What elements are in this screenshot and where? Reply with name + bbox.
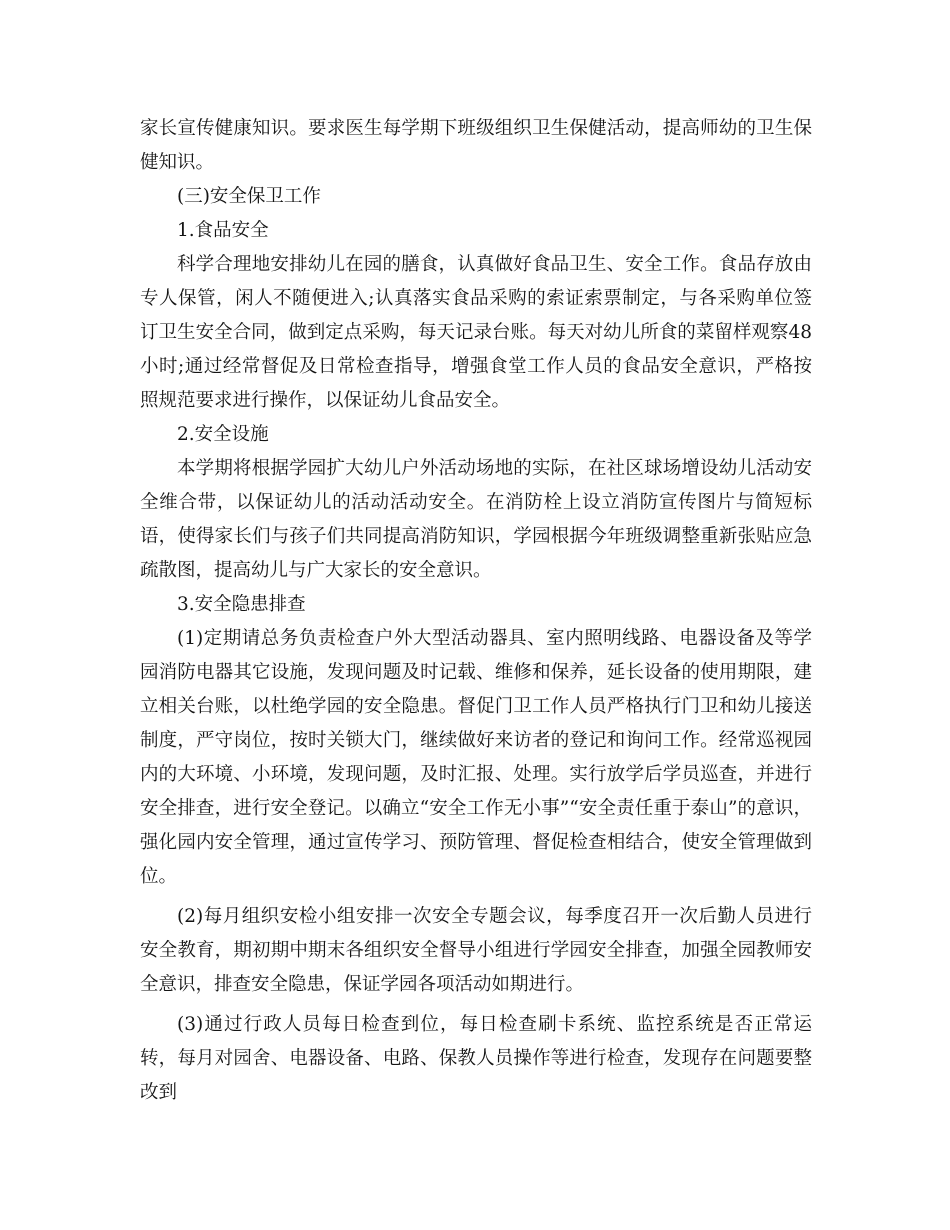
subsection-title-hazard-inspection: 3.安全隐患排查 [177,594,306,615]
paragraph-hazard-inspection-3: (3)通过行政人员每日检查到位，每日检查刷卡系统、监控系统是否正常运转，每月对园舍、电器设备、电路、保教人员操作等进行检查，发现存在问题要整改到 [140,1014,812,1103]
document-body [140,112,812,1110]
paragraph-safety-facilities: 本学期将根据学园扩大幼儿户外活动场地的实际，在社区球场增设幼儿活动安全维合带，以保证幼儿的活动活动安全。在消防栓上设立消防宣传图片与简短标语，使得家长们与孩子们共同提高消防知识，学园根据今年班级调整重新张贴应急疏散图，提高幼儿与广大家长的安全意识。 [140,458,812,581]
paragraph-hazard-inspection-1: (1)定期请总务负责检查户外大型活动器具、室内照明线路、电器设备及等学园消防电器其它设施，发现问题及时记载、维修和保养，延长设备的使用期限，建立相关台账，以杜绝学园的安全隐患。督促门卫工作人员严格执行门卫和幼儿接送制度，严守岗位，按时关锁大门，继续做好来访者的登记和询问工作。经常巡视园内的大环境、小环境，发现问题，及时汇报、处理。实行放学后学员巡查，并进行安全排查，进行安全登记。以确立“安全工作无小事”“安全责任重于泰山”的意识，强化园内安全管理，通过宣传学习、预防管理、督促检查相结合，使安全管理做到位。 [140,628,812,887]
paragraph-food-safety: 科学合理地安排幼儿在园的膳食，认真做好食品卫生、安全工作。食品存放由专人保管，闲人不随便进入;认真落实食品采购的索证索票制定，与各采购单位签订卫生安全合同，做到定点采购，每天记录台账。每天对幼儿所食的菜留样观察48小时;通过经常督促及日常检查指导，增强食堂工作人员的食品安全意识，严格按照规范要求进行操作，以保证幼儿食品安全。 [140,254,812,411]
continuation-paragraph: 家长宣传健康知识。要求医生每学期下班级组织卫生保健活动，提高师幼的卫生保健知识。 [140,118,812,173]
section-title: (三)安全保卫工作 [177,186,321,207]
subsection-title-food-safety: 1.食品安全 [177,220,269,241]
paragraph-hazard-inspection-2: (2)每月组织安检小组安排一次安全专题会议，每季度召开一次后勤人员进行安全教育，期初期中期末各组织安全督导小组进行学园安全排查，加强全园教师安全意识，排查安全隐患，保证学园各项活动如期进行。 [140,906,812,995]
subsection-title-safety-facilities: 2.安全设施 [177,424,269,445]
